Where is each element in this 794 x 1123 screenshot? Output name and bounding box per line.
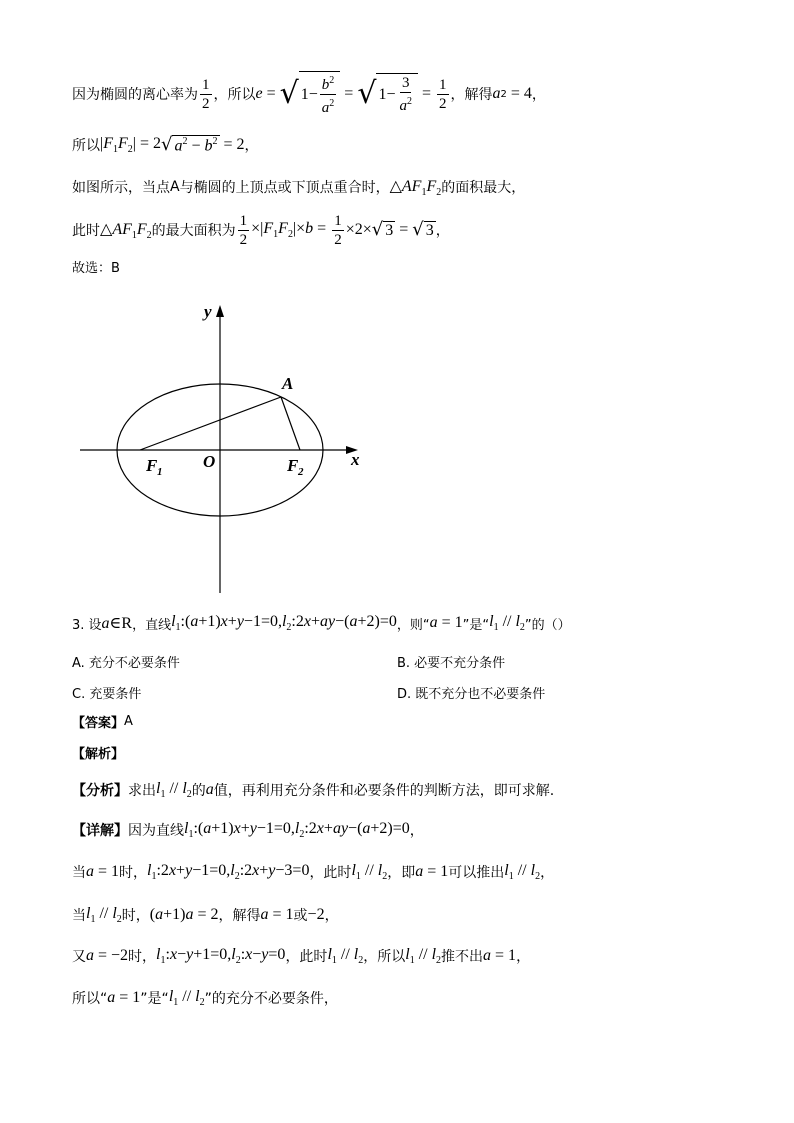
text: ， [409, 823, 424, 839]
answer-tag: 【答案】 [72, 715, 125, 731]
ellipse-figure [60, 295, 390, 595]
fraction-one-half: $\frac{1}{2}$ [202, 76, 210, 112]
option-d: D. 既不充分也不必要条件 [397, 687, 546, 702]
text: 时， [119, 865, 148, 881]
option-a: A. 充分不必要条件 [72, 656, 180, 671]
xiangjie-tag: 【详解】 [72, 823, 128, 839]
f2-label: F [287, 456, 299, 475]
text: ， [324, 908, 339, 924]
text: ”的充分不必要条件， [204, 991, 338, 1007]
formula-e: e [255, 85, 263, 102]
text: 可以推出 [448, 865, 505, 881]
text: 与椭圆的上顶点或下顶点重合时， [179, 180, 390, 196]
choice-line [72, 256, 120, 276]
text: 所以 [72, 138, 100, 154]
text: ”是“ [140, 991, 169, 1007]
fraction-one-half: $\frac{1}{2}$ [439, 76, 447, 112]
text: ， [516, 949, 531, 965]
sqrt-formula-1: √ 1− $\frac{b^2}{a^2}$ [280, 71, 341, 117]
question-3: 3. 设 a∈R ，直线 $l_1:(a+1)x+y-1=0,l_2:2x+ay-(a+2)=0$ ，则“ a = 1 ”是“ $l_1 // l_2$ ”的（） [72, 612, 571, 634]
detail-line-3: 又 a = −2 时， $l_1:x-y+1=0,l_2:x-y=0$ ，此时 $l_1 // l_2$ ，所以 $l_1 // l_2$ 推不出 a = 1 ， [72, 945, 531, 967]
sqrt-formula-3: √ $a^2 - b^2$ [161, 133, 218, 155]
text: 的 [191, 783, 206, 799]
text: ， [540, 865, 555, 881]
text: ，直线 [132, 617, 172, 633]
focal-distance-line: 所以 $|F_1F_2| = 2$ √ $a^2 - b^2$ = 2 ， [72, 133, 259, 156]
text: 求出 [128, 783, 156, 799]
detail-line-1: 当 a = 1 时， $l_1:2x+y-1=0,l_2:2x+y-3=0$ ，此时 $l_1 // l_2$ ，即 a = 1 可以推出 $l_1 // l_2$ ， [72, 861, 555, 883]
text: ，此时 [309, 865, 352, 881]
analysis-line [72, 742, 124, 762]
option-c: C. 充要条件 [72, 687, 142, 702]
text: 3. 设 [72, 617, 102, 633]
text: ，则“ [396, 617, 430, 633]
text: ，即 [387, 865, 416, 881]
x-axis-label: x [351, 450, 360, 469]
point-a-label: A [282, 374, 294, 393]
option-b: B. 必要不充分条件 [397, 656, 506, 671]
text: 值，再利用充分条件和必要条件的判断方法，即可求解. [213, 783, 555, 799]
text: 的最大面积为 [151, 223, 236, 239]
text: ”的（） [524, 617, 571, 633]
text: 推不出 [441, 949, 484, 965]
f2-subscript: 2 [298, 466, 304, 478]
text: A [170, 179, 180, 195]
y-axis-label: y [204, 302, 212, 321]
text: 又 [72, 949, 86, 965]
text: ，所以 [363, 949, 406, 965]
text: 或 [293, 908, 308, 924]
text: 因为直线 [128, 823, 184, 839]
text: 的面积最大， [441, 180, 526, 196]
text: ，解得 [450, 87, 493, 103]
text: ，解得 [218, 908, 261, 924]
segment-af2 [281, 397, 300, 450]
area-max-line: 如图所示，当点 A 与椭圆的上顶点或下顶点重合时， $\triangle AF_1F_2$ 的面积最大， [72, 177, 526, 199]
f1-label: F [146, 456, 158, 475]
text: 故选：B [72, 260, 120, 276]
f1-subscript: 1 [157, 466, 163, 478]
fenxi-line: 【分析】 求出 $l_1 // l_2$ 的 a 值，再利用充分条件和必要条件的判断方法，即可求解. [72, 779, 555, 801]
text: 当 [72, 908, 86, 924]
fenxi-tag: 【分析】 [72, 783, 128, 799]
text: ， [244, 138, 259, 154]
text: 时， [121, 908, 150, 924]
text: 因为椭圆的离心率为 [72, 87, 198, 103]
origin-label: O [203, 452, 216, 471]
segment-af1 [140, 397, 281, 450]
text: 此时 [72, 223, 100, 239]
y-axis-arrow [216, 305, 224, 317]
text: ，所以 [213, 87, 256, 103]
text: ，此时 [285, 949, 328, 965]
answer-value: A [124, 713, 133, 729]
max-area-line: 此时 $\triangle AF_1F_2$ 的最大面积为 $\frac{1}{2}$ $\times|F_1F_2|\times b$ = $\frac{1}{2}$ ×2× √ 3 = √ 3 ， [72, 212, 450, 248]
answer-line [72, 711, 133, 731]
eccentricity-line: 因为椭圆的离心率为 $\frac{1}{2}$ ，所以 e = √ 1− $\frac{b^2}{a^2}$ = √ 1− $\frac{3}{a^2}$ = $\frac{1}{2}$ ，解得 a 2 = 4 ， [72, 72, 546, 116]
text: 所以“ [72, 991, 108, 1007]
detail-line-4: 所以“ a = 1 ”是“ $l_1 // l_2$ ”的充分不必要条件， [72, 987, 338, 1009]
text: 时， [128, 949, 157, 965]
text: ， [531, 87, 546, 103]
text: ， [435, 223, 450, 239]
text: 如图所示，当点 [72, 180, 170, 196]
analysis-tag: 【解析】 [72, 746, 125, 762]
text: ”是“ [462, 617, 490, 633]
text: 当 [72, 865, 86, 881]
detail-line-2: 当 $l_1 // l_2$ 时， (a+1)a = 2 ，解得 a = 1 或 −2 ， [72, 904, 339, 926]
sqrt-formula-2: √ 1− $\frac{3}{a^2}$ [357, 73, 418, 115]
xiangjie-line: 【详解】 因为直线 $l_1:(a+1)x+y-1=0,l_2:2x+ay-(a+2)=0$ ， [72, 819, 424, 841]
